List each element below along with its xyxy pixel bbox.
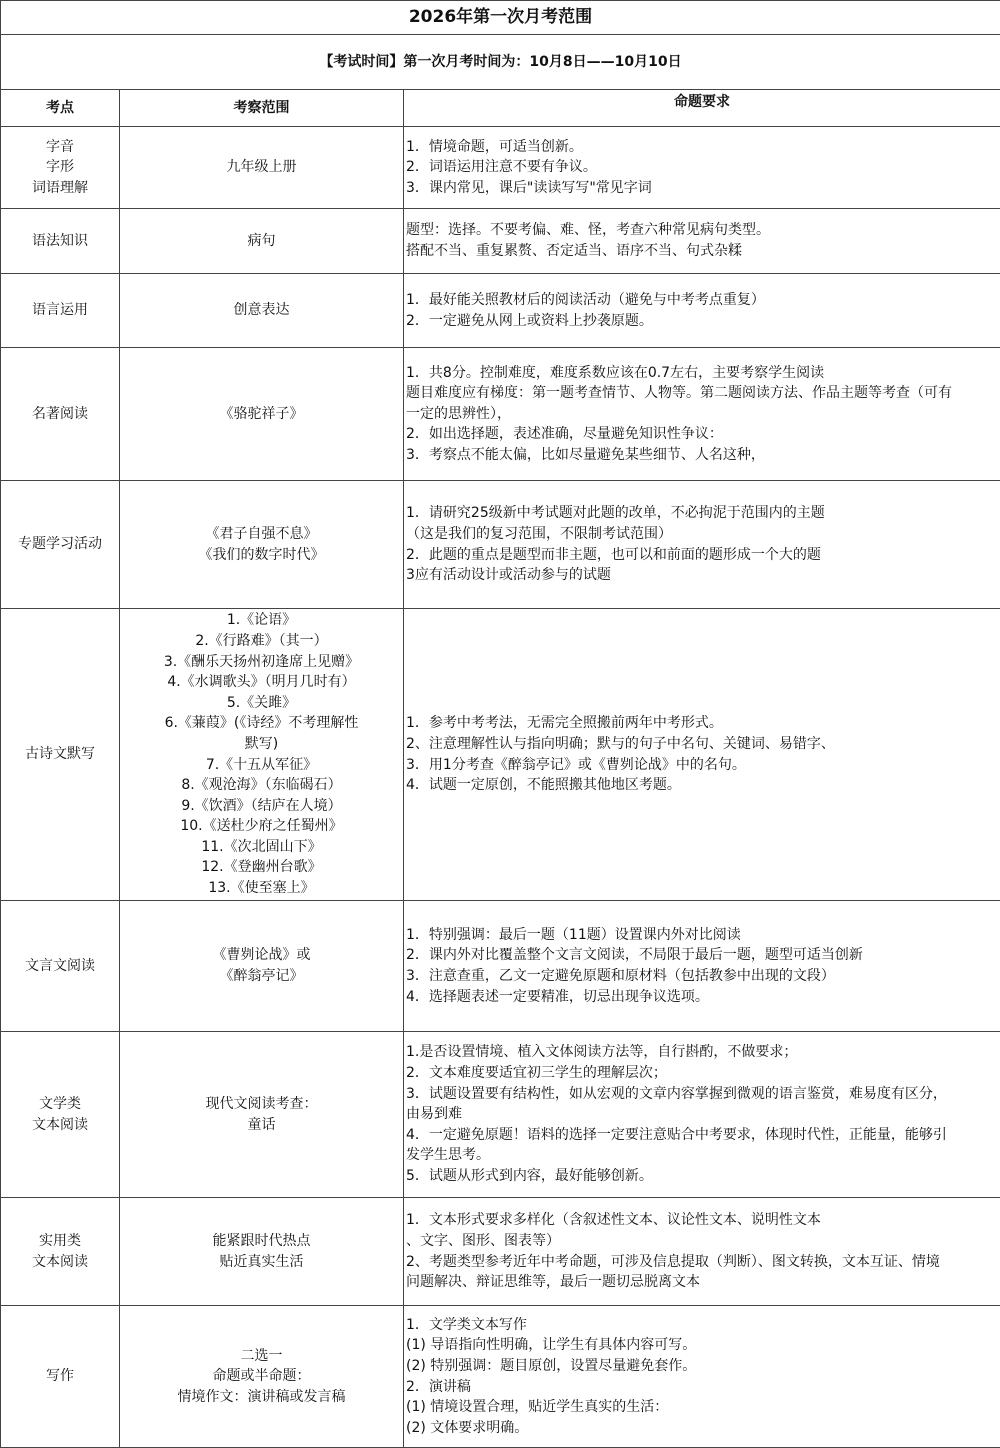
exam-point-line: 字形 (1, 157, 119, 178)
requirement-line: 搭配不当、重复累赘、否定适当、语序不当、句式杂糅 (406, 241, 997, 262)
requirements-cell (404, 1306, 1000, 1448)
exam-point-line: 文本阅读 (1, 1115, 119, 1136)
scope-line: 现代文阅读考查： (120, 1094, 403, 1115)
exam-point-line: 实用类 (1, 1231, 119, 1252)
scope-line: 7.《十五从军征》 (120, 755, 403, 776)
scope-line: 《醉翁亭记》 (120, 966, 403, 987)
scope-cell (120, 348, 404, 481)
requirement-line: 2、考题类型参考近年中考命题，可涉及信息提取（判断）、图文转换，文本互证、情境 (406, 1252, 997, 1273)
requirement-line: (2) 文体要求明确。 (406, 1418, 997, 1439)
table-row (1, 609, 1000, 901)
exam-time-row (1, 35, 1000, 90)
exam-point-line: 写作 (1, 1366, 119, 1387)
requirement-line: 1．最好能关照教材后的阅读活动（避免与中考考点重复） (406, 290, 997, 311)
requirement-line: 3．用1分考查《醉翁亭记》或《曹刿论战》中的名句。 (406, 755, 997, 776)
scope-line: 二选一 (120, 1346, 403, 1367)
table-row (1, 901, 1000, 1032)
table-row (1, 1198, 1000, 1306)
requirements-cell (404, 274, 1000, 348)
scope-line: 创意表达 (120, 300, 403, 321)
exam-point-cell (1, 1032, 120, 1198)
requirement-line: 3．课内常见，课后"读读写写"常见字词 (406, 178, 997, 199)
requirement-line: (1) 导语指向性明确，让学生有具体内容可写。 (406, 1335, 997, 1356)
exam-point-line: 语言运用 (1, 300, 119, 321)
scope-line: 九年级上册 (120, 157, 403, 178)
scope-line: 3.《酬乐天扬州初逢席上见赠》 (120, 652, 403, 673)
header-row (1, 90, 1000, 127)
exam-point-line: 词语理解 (1, 178, 119, 199)
scope-line: 默写) (120, 734, 403, 755)
scope-cell (120, 127, 404, 209)
requirement-line: 题型：选择。不要考偏、难、怪，考查六种常见病句类型。 (406, 220, 997, 241)
scope-cell (120, 1032, 404, 1198)
requirement-line: （这是我们的复习范围，不限制考试范围） (406, 524, 997, 545)
requirement-line: 1．文学类文本写作 (406, 1315, 997, 1336)
exam-point-line: 专题学习活动 (1, 534, 119, 555)
scope-line: 童话 (120, 1115, 403, 1136)
exam-point-cell (1, 274, 120, 348)
header-scope: 考察范围 (120, 90, 404, 127)
requirement-line: 2．如出选择题，表述准确，尽量避免知识性争议： (406, 424, 997, 445)
exam-point-cell (1, 481, 120, 609)
requirement-line: 2．一定避免从网上或资料上抄袭原题。 (406, 311, 997, 332)
table-row (1, 348, 1000, 481)
exam-point-line: 文本阅读 (1, 1252, 119, 1273)
exam-point-cell (1, 348, 120, 481)
requirement-line: 问题解决、辩证思维等，最后一题切忌脱离文本 (406, 1272, 997, 1293)
requirement-line: 3．试题设置要有结构性，如从宏观的文章内容掌握到微观的语言鉴赏，难易度有区分， (406, 1084, 997, 1105)
requirements-cell (404, 609, 1000, 901)
scope-line: 1.《论语》 (120, 610, 403, 631)
scope-line: 8.《观沧海》（东临碣石） (120, 775, 403, 796)
requirement-line: 1．情境命题，可适当创新。 (406, 137, 997, 158)
exam-point-cell (1, 1198, 120, 1306)
table-row (1, 127, 1000, 209)
page-title: 2026年第一次月考范围 (1, 1, 1000, 35)
requirement-line: 2．此题的重点是题型而非主题，也可以和前面的题形成一个大的题 (406, 545, 997, 566)
scope-line: 5.《关雎》 (120, 693, 403, 714)
exam-point-cell (1, 609, 120, 901)
scope-line: 病句 (120, 231, 403, 252)
scope-line: 情境作文：演讲稿或发言稿 (120, 1387, 403, 1408)
scope-cell (120, 1198, 404, 1306)
table-body (1, 127, 1000, 1448)
scope-line: 9.《饮酒》（结庐在人境） (120, 796, 403, 817)
scope-cell (120, 209, 404, 274)
requirement-line: 3．考察点不能太偏，比如尽量避免某些细节、人名这种， (406, 445, 997, 466)
header-requirements: 命题要求 (404, 90, 1000, 127)
requirement-line: 4．选择题表述一定要精准，切忌出现争议选项。 (406, 987, 997, 1008)
requirement-line: (2) 特别强调：题目原创，设置尽量避免套作。 (406, 1356, 997, 1377)
scope-line: 《我们的数字时代》 (120, 545, 403, 566)
requirement-line: 2、注意理解性认与指向明确；默与的句子中名句、关键词、易错字、 (406, 734, 997, 755)
requirement-line: 1．文本形式要求多样化（含叙述性文本、议论性文本、说明性文本 (406, 1210, 997, 1231)
scope-line: 《曹刿论战》或 (120, 945, 403, 966)
exam-point-cell (1, 127, 120, 209)
exam-point-cell (1, 209, 120, 274)
header-point: 考点 (1, 90, 120, 127)
scope-line: 《骆驼祥子》 (120, 404, 403, 425)
table-row (1, 481, 1000, 609)
scope-cell (120, 481, 404, 609)
requirement-line: 1．共8分。控制难度，难度系数应该在0.7左右，主要考察学生阅读 (406, 363, 997, 384)
scope-cell (120, 274, 404, 348)
requirements-cell (404, 901, 1000, 1032)
title-row (1, 1, 1000, 35)
requirements-cell (404, 481, 1000, 609)
exam-point-line: 文言文阅读 (1, 956, 119, 977)
requirement-line: 一定的思辨性）， (406, 404, 997, 425)
requirements-cell (404, 127, 1000, 209)
scope-line: 能紧跟时代热点 (120, 1231, 403, 1252)
requirement-line: 、文字、图形、图表等） (406, 1231, 997, 1252)
scope-cell (120, 1306, 404, 1448)
exam-point-line: 字音 (1, 137, 119, 158)
exam-point-line: 文学类 (1, 1094, 119, 1115)
scope-line: 《君子自强不息》 (120, 524, 403, 545)
requirement-line: 发学生思考。 (406, 1145, 997, 1166)
requirement-line: 2．演讲稿 (406, 1377, 997, 1398)
table-row (1, 274, 1000, 348)
exam-point-cell (1, 1306, 120, 1448)
requirement-line: 由易到难 (406, 1104, 997, 1125)
scope-line: 4.《水调歌头》（明月几时有） (120, 672, 403, 693)
requirements-cell (404, 209, 1000, 274)
requirement-line: 1．特别强调：最后一题（11题）设置课内外对比阅读 (406, 925, 997, 946)
requirement-line: (1) 情境设置合理，贴近学生真实的生活： (406, 1397, 997, 1418)
scope-line: 2.《行路难》（其一） (120, 631, 403, 652)
requirement-line: 1．参考中考考法，无需完全照搬前两年中考形式。 (406, 713, 997, 734)
requirements-cell (404, 1198, 1000, 1306)
requirement-line: 题目难度应有梯度：第一题考查情节、人物等。第二题阅读方法、作品主题等考查（可有 (406, 383, 997, 404)
scope-line: 贴近真实生活 (120, 1252, 403, 1273)
requirement-line: 4．一定避免原题！语料的选择一定要注意贴合中考要求，体现时代性，正能量，能够引 (406, 1125, 997, 1146)
requirement-line: 2．文本难度要适宜初三学生的理解层次； (406, 1063, 997, 1084)
requirement-line: 3应有活动设计或活动参与的试题 (406, 565, 997, 586)
scope-cell (120, 901, 404, 1032)
scope-line: 11.《次北固山下》 (120, 837, 403, 858)
requirement-line: 2．词语运用注意不要有争议。 (406, 157, 997, 178)
table-row (1, 1306, 1000, 1448)
requirement-line: 3．注意查重，乙文一定避免原题和原材料（包括教参中出现的文段） (406, 966, 997, 987)
scope-line: 10.《送杜少府之任蜀州》 (120, 816, 403, 837)
requirement-line: 2．课内外对比覆盖整个文言文阅读，不局限于最后一题，题型可适当创新 (406, 945, 997, 966)
scope-line: 命题或半命题： (120, 1366, 403, 1387)
requirements-cell (404, 1032, 1000, 1198)
requirement-line: 1．请研究25级新中考试题对此题的改单，不必拘泥于范围内的主题 (406, 503, 997, 524)
exam-point-line: 语法知识 (1, 231, 119, 252)
requirement-line: 4．试题一定原创，不能照搬其他地区考题。 (406, 775, 997, 796)
exam-point-line: 古诗文默写 (1, 744, 119, 765)
scope-line: 12.《登幽州台歌》 (120, 857, 403, 878)
scope-line: 13.《使至塞上》 (120, 878, 403, 899)
scope-line: 6.《蒹葭》(《诗经》不考理解性 (120, 713, 403, 734)
requirements-cell (404, 348, 1000, 481)
table-row (1, 1032, 1000, 1198)
scope-cell (120, 609, 404, 901)
requirement-line: 5．试题从形式到内容，最好能够创新。 (406, 1166, 997, 1187)
requirement-line: 1.是否设置情境、植入文体阅读方法等，自行斟酌，不做要求； (406, 1042, 997, 1063)
table-row (1, 209, 1000, 274)
exam-point-line: 名著阅读 (1, 404, 119, 425)
exam-point-cell (1, 901, 120, 1032)
exam-time: 【考试时间】第一次月考时间为：10月8日——10月10日 (1, 35, 1000, 90)
